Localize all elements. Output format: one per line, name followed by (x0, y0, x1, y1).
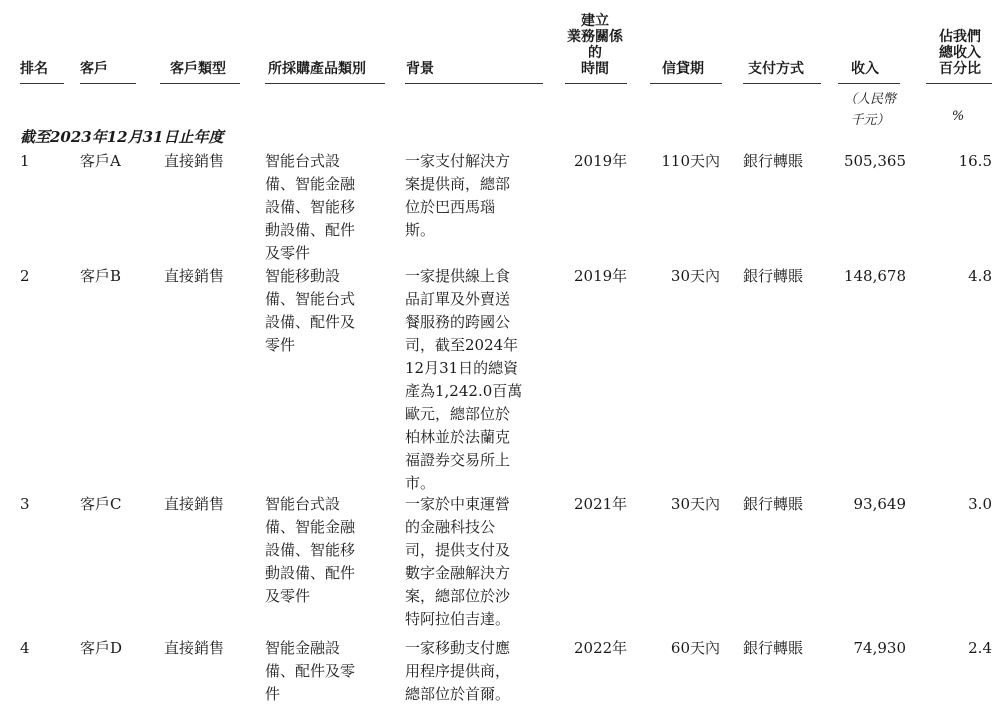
header-rank: 排名 (20, 61, 48, 77)
row-1-products: 智能台式設 備、智能金融 設備、智能移 動設備、配件 及零件 (265, 152, 356, 262)
unit-pct: % (951, 109, 965, 124)
header-rule-pct-revenue (926, 83, 992, 84)
unit-revenue: （人民幣 千元） (843, 92, 896, 128)
row-3-background: 一家於中東運營 的金融科技公 司，提供支付及 數字金融解決方 案，總部位於沙 特阿拉伯吉達。 (405, 495, 511, 628)
header-customer: 客戶 (80, 61, 108, 77)
row-3-rank: 3 (20, 495, 30, 513)
row-4-credit: 60天內 (670, 639, 720, 657)
row-1-revenue: 505,365 (843, 152, 906, 170)
row-4-year: 2022年 (574, 639, 628, 657)
row-4-revenue: 74,930 (853, 639, 906, 657)
row-4-customer: 客戶D (80, 639, 123, 657)
row-3-credit: 30天內 (670, 495, 720, 513)
row-2-year: 2019年 (574, 267, 628, 285)
row-1-customer: 客戶A (80, 152, 121, 170)
row-2-products: 智能移動設 備、智能台式 設備、配件及 零件 (265, 267, 356, 354)
row-2-customer: 客戶B (80, 267, 122, 285)
header-revenue: 收入 (851, 61, 879, 77)
header-credit-period: 信貸期 (662, 61, 704, 77)
row-3-payment: 銀行轉賬 (743, 495, 804, 513)
header-rule-customer-type (160, 83, 240, 84)
row-1-pct: 16.5 (958, 152, 992, 170)
row-1-year: 2019年 (574, 152, 628, 170)
row-2-type: 直接銷售 (164, 267, 225, 285)
header-rule-product-category (265, 83, 385, 84)
row-1-credit: 110天內 (661, 152, 720, 170)
header-rule-customer (80, 83, 136, 84)
row-4-background: 一家移動支付應 用程序提供商， 總部位於首爾。 (405, 639, 511, 703)
row-4-payment: 銀行轉賬 (743, 639, 804, 657)
header-rule-rank (20, 83, 64, 84)
header-payment-method: 支付方式 (748, 61, 804, 77)
row-2-revenue: 148,678 (843, 267, 906, 285)
header-pct-revenue: 佔我們 總收入 百分比 (939, 29, 981, 77)
row-3-year: 2021年 (574, 495, 628, 513)
row-3-products: 智能台式設 備、智能金融 設備、智能移 動設備、配件 及零件 (265, 495, 356, 605)
row-4-pct: 2.4 (968, 639, 992, 657)
row-2-pct: 4.8 (968, 267, 992, 285)
header-rule-relationship-time (565, 83, 627, 84)
row-2-payment: 銀行轉賬 (743, 267, 804, 285)
row-1-payment: 銀行轉賬 (743, 152, 804, 170)
row-1-background: 一家支付解決方 案提供商，總部 位於巴西馬瑙 斯。 (405, 152, 511, 239)
header-background: 背景 (406, 61, 434, 77)
header-customer-type: 客戶類型 (170, 61, 226, 77)
header-rule-payment-method (743, 83, 821, 84)
header-rule-credit-period (650, 83, 722, 84)
header-product-category: 所採購產品類別 (268, 61, 366, 77)
row-3-revenue: 93,649 (853, 495, 906, 513)
row-2-credit: 30天內 (670, 267, 720, 285)
row-4-products: 智能金融設 備、配件及零 件 (265, 639, 356, 703)
row-3-type: 直接銷售 (164, 495, 225, 513)
row-4-type: 直接銷售 (164, 639, 225, 657)
header-rule-revenue (838, 83, 900, 84)
header-relationship-time: 建立 業務關係 的 時間 (567, 13, 623, 77)
row-1-rank: 1 (20, 152, 30, 170)
row-4-rank: 4 (20, 639, 30, 657)
row-2-rank: 2 (20, 267, 30, 285)
row-2-background: 一家提供線上食 品訂單及外賣送 餐服務的跨國公 司，截至2024年 12月31日的總資 產為1,242.0百萬 歐元，總部位於 柏林並於法蘭克 福證券交易所上 市。 (405, 267, 523, 492)
section-title: 截至2023年12月31日止年度 (20, 128, 224, 146)
header-rule-background (405, 83, 543, 84)
row-3-customer: 客戶C (80, 495, 122, 513)
row-1-type: 直接銷售 (164, 152, 225, 170)
row-3-pct: 3.0 (968, 495, 992, 513)
